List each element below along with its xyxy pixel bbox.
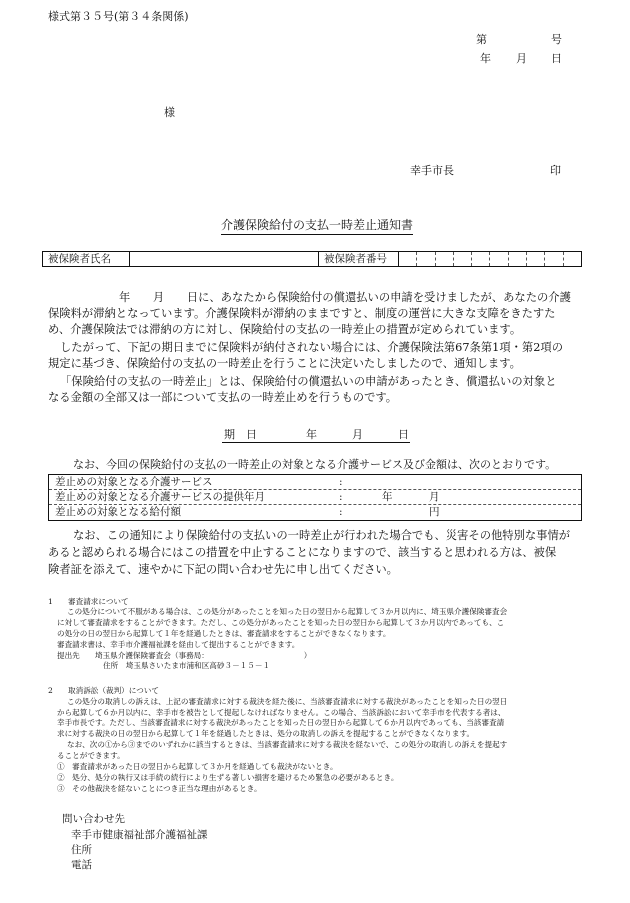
- note2-item: ② 処分、処分の執行又は手続の続行により生ずる著しい損害を避けるため緊急の必要があるとき。: [57, 773, 399, 782]
- contact-phone-label: 電話: [71, 859, 92, 871]
- body-p2-line2: 規定に基づき、保険給付の支払の一時差止を行うことに決定いたしましたので、通知します。: [48, 357, 521, 370]
- body-p3-line1: 「保険給付の支払の一時差止」とは、保険給付の償還払いの申請があったとき、償還払いの対象と: [60, 375, 557, 388]
- service-row-colon: :: [339, 491, 343, 503]
- deadline-line: [222, 427, 410, 443]
- note2-line: ることができます。: [57, 751, 125, 760]
- note2-title: 2 取消訴訟（裁判）について: [48, 686, 159, 695]
- service-amount-unit: 円: [429, 506, 440, 518]
- service-row-colon: :: [339, 476, 343, 488]
- deadline-label: 期 日: [224, 428, 257, 441]
- note1-line: 審査請求書は、幸手市介護福祉課を経由して提出することができます。: [57, 640, 300, 649]
- issuer-name: 幸手市長: [410, 164, 454, 177]
- service-row-label: 差止めの対象となる給付額: [55, 506, 181, 518]
- service-row: [49, 490, 581, 505]
- note1-title: 1 審査請求について: [48, 597, 129, 606]
- seal-mark: 印: [550, 164, 561, 177]
- body-p3-line2: なる金額の全部又は一部について支払の一時差止めを行うものです。: [48, 391, 398, 404]
- number-suffix: 号: [551, 33, 562, 46]
- body-p2-line1: したがって、下記の期日までに保険料が納付されない場合には、介護保険法第67条第1項・第2項の: [60, 341, 563, 354]
- insured-number-label: 被保険者番号: [319, 252, 399, 266]
- body-p1-line2: 保険料が滞納となっています。介護保険料が滞納のままですと、制度の運営に大きな支障をきたすた: [48, 307, 556, 320]
- service-row: [49, 475, 581, 490]
- insured-number-field: [399, 252, 581, 266]
- note2-item: ① 審査請求があった日の翌日から起算して３か月を経過しても裁決がないとき。: [57, 762, 338, 771]
- note2-item: ③ その他裁決を経ないことにつき正当な理由があるとき。: [57, 784, 262, 793]
- insured-table: [42, 251, 582, 267]
- deadline-month: 月: [352, 428, 363, 441]
- insured-name-label: 被保険者氏名: [43, 252, 130, 266]
- number-label: 第: [476, 33, 487, 46]
- date-day: 日: [551, 52, 562, 65]
- note1-line: この処分について不服がある場合は、この処分があったことを知った日の翌日から起算して３か月以内に、埼玉県介護保険審査会: [67, 607, 508, 616]
- deadline-day: 日: [398, 428, 409, 441]
- note2-line: なお、次の①から③までのいずれかに該当するときは、当該審査請求に対する裁決を経ないで、この処分の取消しの訴えを提起す: [67, 740, 508, 749]
- note2-line: 幸手市長です。ただし、当該審査請求に対する裁決があったことを知った日の翌日から起算して６か月以内であっても、当該審査請: [57, 718, 505, 727]
- contact-address-label: 住所: [71, 844, 92, 856]
- note1-line: の処分の日の翌日から起算して１年を経過したときは、審査請求をすることができなくなります。: [57, 629, 391, 638]
- note1-line: に対して審査請求をすることができます。ただし、この処分があったことを知った日の翌日から起算して３か月以内であっても、こ: [57, 618, 505, 627]
- note2-line: この処分の取消しの訴えは、上記の審査請求に対する裁決を経た後に、当該審査請求に対する裁決があったことを知った日の翌日: [67, 697, 508, 706]
- closing-line1: なお、この通知により保険給付の支払いの一時差止が行われた場合でも、災害その他特別な事情が: [73, 529, 571, 542]
- closing-line2: あると認められる場合にはこの措置を中止することになりますので、該当すると思われる方は、被保: [48, 546, 557, 559]
- insured-name-field: [130, 252, 319, 266]
- date-year: 年: [480, 52, 491, 65]
- contact-department: 幸手市健康福祉部介護福祉課: [71, 829, 208, 841]
- service-intro: なお、今回の保険給付の支払の一時差止の対象となる介護サービス及び金額は、次のとおりです。: [73, 458, 557, 471]
- note1-submit-to: 提出先 埼玉県介護保険審査会（事務局： ）: [57, 651, 312, 660]
- contact-heading: 問い合わせ先: [62, 813, 125, 825]
- service-row-label: 差止めの対象となる介護サービス: [55, 476, 213, 488]
- body-p1-line3: め、介護保険法では滞納の方に対し、保険給付の支払の一時差止の措置が定められています。: [48, 323, 522, 336]
- service-table: [48, 474, 582, 521]
- service-row-colon: :: [339, 506, 343, 518]
- addressee-suffix: 様: [164, 106, 175, 119]
- service-month: 月: [429, 491, 440, 503]
- service-year: 年: [382, 491, 393, 503]
- form-id: 様式第３５号(第３４条関係): [48, 10, 189, 23]
- body-p1-line1: 年 月 日に、あなたから保険給付の償還払いの申請を受けましたが、あなたの介護: [119, 291, 571, 304]
- closing-line3: 険者証を添えて、速やかに下記の問い合わせ先に申し出てください。: [48, 563, 398, 576]
- service-row-label: 差止めの対象となる介護サービスの提供年月: [55, 491, 265, 503]
- note2-line: から起算して６か月以内に、幸手市を被告として提起しなければなりません。この場合、当該訴訟において幸手市を代表する者は、: [57, 708, 506, 717]
- deadline-year: 年: [306, 428, 317, 441]
- note1-address: 住所 埼玉県さいたま市浦和区高砂３－１５－１: [103, 661, 271, 670]
- note2-line: 求に対する裁決の日の翌日から起算して１年を経過したときは、処分の取消しの訴えを提起することができなくなります。: [57, 729, 475, 738]
- date-month: 月: [516, 52, 527, 65]
- document-title: 介護保険給付の支払一時差止通知書: [221, 218, 413, 235]
- service-row: [49, 505, 581, 520]
